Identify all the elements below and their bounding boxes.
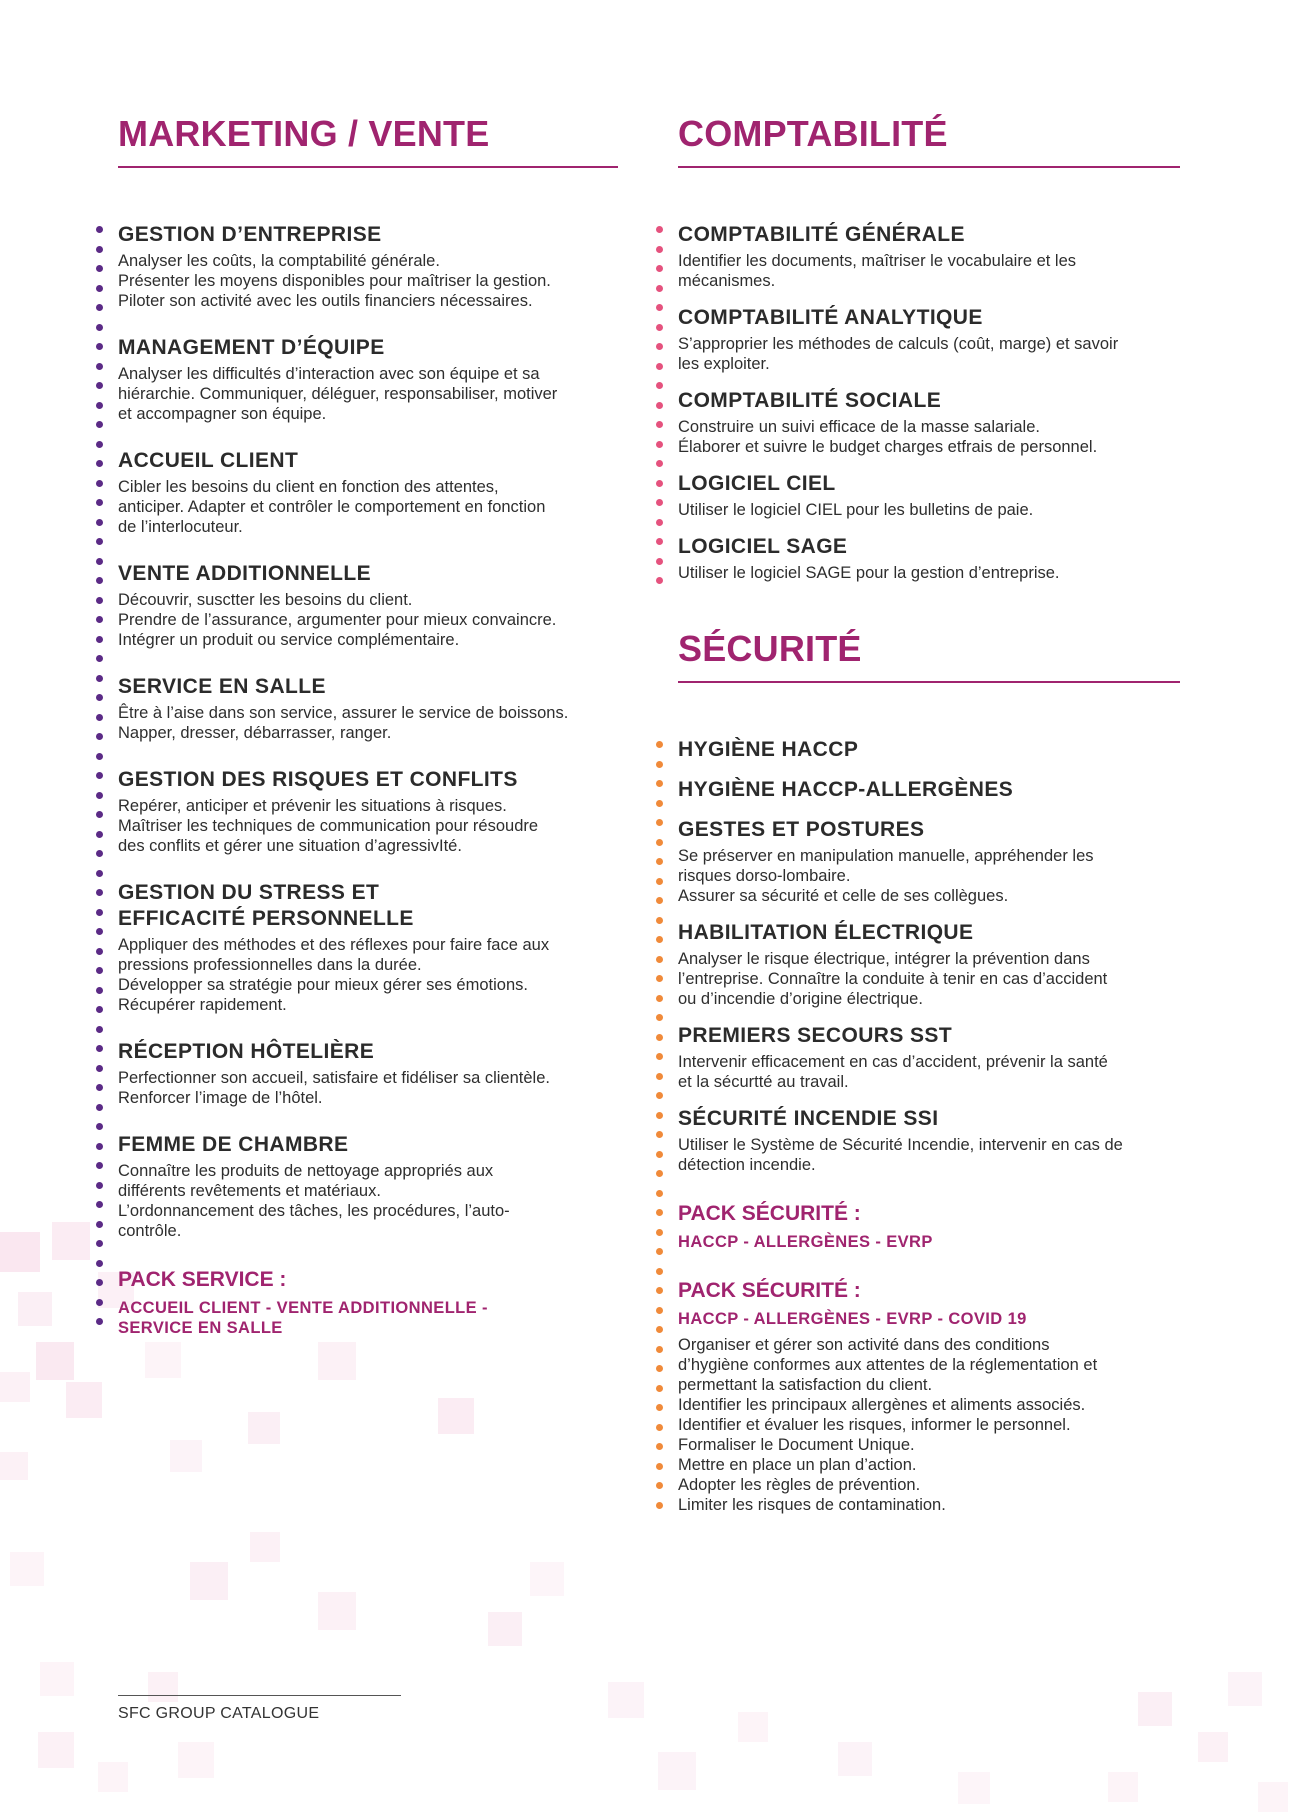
comptabilite-item-description — [678, 417, 1180, 457]
bullet-dot — [656, 226, 663, 233]
bullet-dot — [656, 1034, 663, 1041]
comptabilite-item — [678, 471, 1180, 520]
comptabilite-title-rule — [678, 166, 1180, 168]
securite-item-heading: SÉCURITÉ INCENDIE SSI — [678, 1107, 939, 1130]
securite-item-heading: HYGIÈNE HACCP-ALLERGÈNES — [678, 778, 1014, 801]
pack-securite-2-description-line: d’hygiène conformes aux attentes de la réglementation et — [678, 1356, 1098, 1374]
comptabilite-description-line: Utiliser le logiciel SAGE pour la gestion d’entreprise. — [678, 564, 1060, 582]
bullet-dot — [656, 1443, 663, 1450]
bullet-dot — [656, 1151, 663, 1158]
bullet-dot — [96, 1221, 103, 1228]
securite-item-description — [678, 1135, 1180, 1175]
pack-securite-2-description-line: Formaliser le Document Unique. — [678, 1436, 915, 1454]
bullet-dot — [96, 616, 103, 623]
marketing-item-description — [118, 935, 618, 1015]
bullet-dot — [656, 761, 663, 768]
comptabilite-bullet-dots — [656, 226, 664, 587]
securite-item-heading: HABILITATION ÉLECTRIQUE — [678, 921, 974, 944]
bullet-dot — [656, 1131, 663, 1138]
bullet-dot — [96, 889, 103, 896]
bullet-dot — [656, 956, 663, 963]
pack-securite-2-description-line: Identifier et évaluer les risques, informer le personnel. — [678, 1416, 1071, 1434]
securite-item — [678, 1023, 1180, 1092]
comptabilite-item-heading: LOGICIEL CIEL — [678, 472, 836, 495]
securite-title: SÉCURITÉ — [678, 628, 862, 669]
bullet-dot — [656, 1014, 663, 1021]
bullet-dot — [656, 878, 663, 885]
securite-item — [678, 777, 1180, 803]
marketing-item-description — [118, 703, 618, 743]
marketing-item-heading: VENTE ADDITIONNELLE — [118, 562, 371, 585]
securite-description-line: Assurer sa sécurité et celle de ses collègues. — [678, 887, 1009, 905]
bullet-dot — [656, 538, 663, 545]
bullet-dot — [96, 324, 103, 331]
bullet-dot — [96, 1318, 103, 1325]
bullet-dot — [656, 1287, 663, 1294]
securite-bullet-dots — [656, 741, 664, 1519]
marketing-description-line: hiérarchie. Communiquer, déléguer, responsabiliser, motiver — [118, 385, 558, 403]
marketing-item-description — [118, 590, 618, 650]
pack-securite-2-description-line: Organiser et gérer son activité dans des conditions — [678, 1336, 1050, 1354]
bullet-dot — [96, 577, 103, 584]
bullet-dot — [96, 733, 103, 740]
bullet-dot — [656, 1424, 663, 1431]
marketing-description-line: Repérer, anticiper et prévenir les situations à risques. — [118, 797, 507, 815]
right-column — [678, 112, 1180, 1515]
marketing-description-line: anticiper. Adapter et contrôler le comportement en fonction — [118, 498, 546, 516]
bullet-dot — [96, 226, 103, 233]
bullet-dot — [656, 1073, 663, 1080]
securite-description-line: l’entreprise. Connaître la conduite à tenir en cas d’accident — [678, 970, 1108, 988]
pack-securite-2-title: PACK SÉCURITÉ : — [678, 1279, 861, 1302]
bullet-dot — [656, 577, 663, 584]
bullet-dot — [96, 792, 103, 799]
marketing-item-description — [118, 364, 618, 424]
marketing-description-line: Napper, dresser, débarrasser, ranger. — [118, 724, 392, 742]
marketing-description-line: Présenter les moyens disponibles pour maîtriser la gestion. — [118, 272, 551, 290]
bullet-dot — [96, 304, 103, 311]
securite-items — [678, 737, 1180, 1515]
bullet-dot — [656, 780, 663, 787]
comptabilite-item-description — [678, 334, 1180, 374]
pack-securite-2 — [678, 1278, 1180, 1515]
marketing-description-line: Découvrir, susctter les besoins du client. — [118, 591, 413, 609]
bullet-dot — [656, 1229, 663, 1236]
bullet-dot — [656, 1053, 663, 1060]
marketing-item-heading: GESTION DES RISQUES ET CONFLITS — [118, 768, 518, 791]
bullet-dot — [96, 1299, 103, 1306]
bullet-dot — [96, 1143, 103, 1150]
pack-service-subtitle: ACCUEIL CLIENT - VENTE ADDITIONNELLE - SERVICE EN SALLE — [118, 1299, 488, 1337]
bullet-dot — [96, 967, 103, 974]
bullet-dot — [656, 1112, 663, 1119]
bullet-dot — [96, 655, 103, 662]
securite-item-heading: HYGIÈNE HACCP — [678, 738, 859, 761]
bullet-dot — [656, 1365, 663, 1372]
marketing-items — [118, 222, 618, 1241]
bullet-dot — [656, 1482, 663, 1489]
comptabilite-item-heading: LOGICIEL SAGE — [678, 535, 848, 558]
bullet-dot — [96, 519, 103, 526]
bullet-dot — [656, 1170, 663, 1177]
bullet-dot — [96, 499, 103, 506]
marketing-item — [118, 448, 618, 537]
bullet-dot — [96, 1279, 103, 1286]
comptabilite-item-description — [678, 500, 1180, 520]
marketing-item-heading: ACCUEIL CLIENT — [118, 449, 299, 472]
marketing-item — [118, 880, 618, 1015]
marketing-item-heading: MANAGEMENT D’ÉQUIPE — [118, 336, 385, 359]
securite-description-line: risques dorso-lombaire. — [678, 867, 851, 885]
bullet-dot — [96, 1240, 103, 1247]
bullet-dot — [656, 1268, 663, 1275]
bullet-dot — [656, 519, 663, 526]
bullet-dot — [656, 480, 663, 487]
marketing-item-description — [118, 1068, 618, 1108]
pack-securite-1-title: PACK SÉCURITÉ : — [678, 1202, 861, 1225]
bullet-dot — [96, 772, 103, 779]
marketing-item — [118, 1132, 618, 1241]
bullet-dot — [656, 246, 663, 253]
bullet-dot — [96, 1104, 103, 1111]
bullet-dot — [656, 819, 663, 826]
securite-description-line: Intervenir efficacement en cas d’accident, prévenir la santé — [678, 1053, 1108, 1071]
comptabilite-item-heading: COMPTABILITÉ ANALYTIQUE — [678, 306, 983, 329]
marketing-description-line: Intégrer un produit ou service complémentaire. — [118, 631, 460, 649]
bullet-dot — [656, 324, 663, 331]
bullet-dot — [96, 948, 103, 955]
marketing-item-heading: GESTION DU STRESS ET EFFICACITÉ PERSONNELLE — [118, 881, 414, 930]
bullet-dot — [656, 800, 663, 807]
bullet-dot — [96, 285, 103, 292]
securite-description-line: Analyser le risque électrique, intégrer la prévention dans — [678, 950, 1090, 968]
pack-service — [118, 1267, 618, 1338]
bullet-dot — [96, 382, 103, 389]
pack-securite-2-subtitle: HACCP - ALLERGÈNES - EVRP - COVID 19 — [678, 1310, 1027, 1328]
bullet-dot — [96, 870, 103, 877]
marketing-description-line: Appliquer des méthodes et des réflexes pour faire face aux — [118, 936, 550, 954]
comptabilite-item-heading: COMPTABILITÉ GÉNÉRALE — [678, 223, 965, 246]
footer-text: SFC GROUP CATALOGUE — [118, 1705, 320, 1722]
marketing-description-line: Perfectionner son accueil, satisfaire et fidéliser sa clientèle. — [118, 1069, 550, 1087]
comptabilite-description-line: Utiliser le logiciel CIEL pour les bulletins de paie. — [678, 501, 1034, 519]
securite-item-description — [678, 1052, 1180, 1092]
marketing-description-line: pressions professionnelles dans la durée. — [118, 956, 422, 974]
bullet-dot — [96, 811, 103, 818]
comptabilite-description-line: mécanismes. — [678, 272, 776, 290]
bullet-dot — [96, 675, 103, 682]
securite-description-line: ou d’incendie d’origine électrique. — [678, 990, 923, 1008]
bullet-dot — [656, 975, 663, 982]
bullet-dot — [96, 402, 103, 409]
bullet-dot — [96, 636, 103, 643]
bullet-dot — [656, 995, 663, 1002]
marketing-item-heading: SERVICE EN SALLE — [118, 675, 326, 698]
bullet-dot — [656, 1385, 663, 1392]
comptabilite-item — [678, 388, 1180, 457]
bullet-dot — [656, 1092, 663, 1099]
marketing-item-description — [118, 1161, 618, 1241]
comptabilite-item — [678, 534, 1180, 583]
marketing-description-line: de l’interlocuteur. — [118, 518, 243, 536]
bullet-dot — [96, 909, 103, 916]
bullet-dot — [656, 343, 663, 350]
marketing-description-line: Prendre de l’assurance, argumenter pour mieux convaincre. — [118, 611, 557, 629]
bullet-dot — [96, 714, 103, 721]
bullet-dot — [96, 1045, 103, 1052]
marketing-description-line: Renforcer l’image de l’hôtel. — [118, 1089, 323, 1107]
bullet-dot — [656, 1463, 663, 1470]
marketing-bullet-dots — [96, 226, 104, 1342]
marketing-title: MARKETING / VENTE — [118, 113, 490, 154]
bullet-dot — [96, 1182, 103, 1189]
pack-securite-1 — [678, 1201, 1180, 1252]
bullet-dot — [656, 1326, 663, 1333]
bullet-dot — [96, 538, 103, 545]
bullet-dot — [96, 1084, 103, 1091]
comptabilite-item-description — [678, 563, 1180, 583]
bullet-dot — [656, 1190, 663, 1197]
comptabilite-item — [678, 222, 1180, 291]
marketing-description-line: Piloter son activité avec les outils financiers nécessaires. — [118, 292, 533, 310]
bullet-dot — [656, 1209, 663, 1216]
marketing-description-line: différents revêtements et matériaux. — [118, 1182, 381, 1200]
bullet-dot — [96, 1026, 103, 1033]
securite-item-heading: PREMIERS SECOURS SST — [678, 1024, 953, 1047]
bullet-dot — [96, 343, 103, 350]
bullet-dot — [96, 460, 103, 467]
comptabilite-description-line: Identifier les documents, maîtriser le vocabulaire et les — [678, 252, 1077, 270]
bullet-dot — [96, 987, 103, 994]
bullet-dot — [96, 1065, 103, 1072]
pack-securite-2-description-line: Mettre en place un plan d’action. — [678, 1456, 917, 1474]
marketing-description-line: L’ordonnancement des tâches, les procédures, l’auto- — [118, 1202, 510, 1220]
pack-securite-2-description-line: Adopter les règles de prévention. — [678, 1476, 921, 1494]
securite-title-rule — [678, 681, 1180, 683]
pack-securite-2-description-line: Limiter les risques de contamination. — [678, 1496, 946, 1514]
marketing-item-heading: FEMME DE CHAMBRE — [118, 1133, 349, 1156]
bullet-dot — [96, 480, 103, 487]
bullet-dot — [96, 850, 103, 857]
marketing-description-line: Être à l’aise dans son service, assurer le service de boissons. — [118, 704, 569, 722]
bullet-dot — [96, 265, 103, 272]
securite-item-heading: GESTES ET POSTURES — [678, 818, 925, 841]
marketing-item — [118, 561, 618, 650]
bullet-dot — [96, 1123, 103, 1130]
comptabilite-item-description — [678, 251, 1180, 291]
bullet-dot — [656, 1404, 663, 1411]
bullet-dot — [656, 917, 663, 924]
comptabilite-item — [678, 305, 1180, 374]
securite-description-line: Se préserver en manipulation manuelle, appréhender les — [678, 847, 1094, 865]
bullet-dot — [656, 460, 663, 467]
bullet-dot — [656, 441, 663, 448]
securite-item — [678, 817, 1180, 906]
bullet-dot — [96, 1201, 103, 1208]
bullet-dot — [96, 421, 103, 428]
bullet-dot — [656, 304, 663, 311]
bullet-dot — [96, 597, 103, 604]
securite-item-description — [678, 949, 1180, 1009]
marketing-item — [118, 767, 618, 856]
pack-securite-2-description-line: permettant la satisfaction du client. — [678, 1376, 933, 1394]
bullet-dot — [656, 858, 663, 865]
pack-securite-2-description-line: Identifier les principaux allergènes et aliments associés. — [678, 1396, 1086, 1414]
comptabilite-item-heading: COMPTABILITÉ SOCIALE — [678, 389, 942, 412]
marketing-title-rule — [118, 166, 618, 168]
marketing-item-description — [118, 477, 618, 537]
marketing-description-line: Cibler les besoins du client en fonction des attentes, — [118, 478, 499, 496]
pack-securite-2-description — [678, 1335, 1180, 1515]
bullet-dot — [96, 1162, 103, 1169]
bullet-dot — [656, 1307, 663, 1314]
marketing-column — [118, 112, 618, 1338]
bullet-dot — [656, 1502, 663, 1509]
marketing-description-line: Récupérer rapidement. — [118, 996, 287, 1014]
marketing-item — [118, 222, 618, 311]
marketing-item-description — [118, 251, 618, 311]
bullet-dot — [96, 928, 103, 935]
bullet-dot — [96, 1260, 103, 1267]
marketing-item — [118, 674, 618, 743]
bullet-dot — [656, 499, 663, 506]
marketing-item — [118, 335, 618, 424]
pack-service-title: PACK SERVICE : — [118, 1268, 287, 1291]
marketing-description-line: contrôle. — [118, 1222, 182, 1240]
bullet-dot — [656, 839, 663, 846]
bullet-dot — [96, 753, 103, 760]
bullet-dot — [96, 694, 103, 701]
footer-rule — [118, 1695, 401, 1696]
bullet-dot — [656, 741, 663, 748]
comptabilite-title: COMPTABILITÉ — [678, 113, 948, 154]
securite-item — [678, 1106, 1180, 1175]
securite-item-description — [678, 846, 1180, 906]
marketing-item-description — [118, 796, 618, 856]
marketing-description-line: et accompagner son équipe. — [118, 405, 327, 423]
bullet-dot — [96, 831, 103, 838]
marketing-description-line: des conflits et gérer une situation d’agressivIté. — [118, 837, 462, 855]
securite-description-line: et la sécurtté au travail. — [678, 1073, 849, 1091]
marketing-item-heading: RÉCEPTION HÔTELIÈRE — [118, 1040, 375, 1063]
comptabilite-description-line: Construire un suivi efficace de la masse salariale. — [678, 418, 1040, 436]
comptabilite-description-line: Élaborer et suivre le budget charges etfrais de personnel. — [678, 438, 1098, 456]
bullet-dot — [656, 1346, 663, 1353]
securite-item — [678, 920, 1180, 1009]
bullet-dot — [96, 441, 103, 448]
securite-description-line: Utiliser le Système de Sécurité Incendie, intervenir en cas de — [678, 1136, 1123, 1154]
marketing-description-line: Connaître les produits de nettoyage appropriés aux — [118, 1162, 494, 1180]
bullet-dot — [656, 382, 663, 389]
bullet-dot — [96, 1006, 103, 1013]
bullet-dot — [656, 285, 663, 292]
bullet-dot — [96, 246, 103, 253]
comptabilite-items — [678, 222, 1180, 583]
bullet-dot — [656, 421, 663, 428]
bullet-dot — [656, 897, 663, 904]
bullet-dot — [656, 402, 663, 409]
marketing-item — [118, 1039, 618, 1108]
marketing-description-line: Développer sa stratégie pour mieux gérer ses émotions. — [118, 976, 528, 994]
marketing-item-heading: GESTION D’ENTREPRISE — [118, 223, 382, 246]
marketing-description-line: Analyser les difficultés d’interaction avec son équipe et sa — [118, 365, 540, 383]
securite-item — [678, 737, 1180, 763]
bullet-dot — [656, 363, 663, 370]
comptabilite-description-line: les exploiter. — [678, 355, 770, 373]
securite-description-line: détection incendie. — [678, 1156, 816, 1174]
bullet-dot — [96, 558, 103, 565]
comptabilite-description-line: S’approprier les méthodes de calculs (coût, marge) et savoir — [678, 335, 1119, 353]
bullet-dot — [656, 1248, 663, 1255]
pack-securite-1-subtitle: HACCP - ALLERGÈNES - EVRP — [678, 1233, 933, 1251]
bullet-dot — [656, 558, 663, 565]
bullet-dot — [656, 265, 663, 272]
bullet-dot — [96, 363, 103, 370]
bullet-dot — [656, 936, 663, 943]
marketing-description-line: Maîtriser les techniques de communication pour résoudre — [118, 817, 539, 835]
marketing-description-line: Analyser les coûts, la comptabilité générale. — [118, 252, 440, 270]
